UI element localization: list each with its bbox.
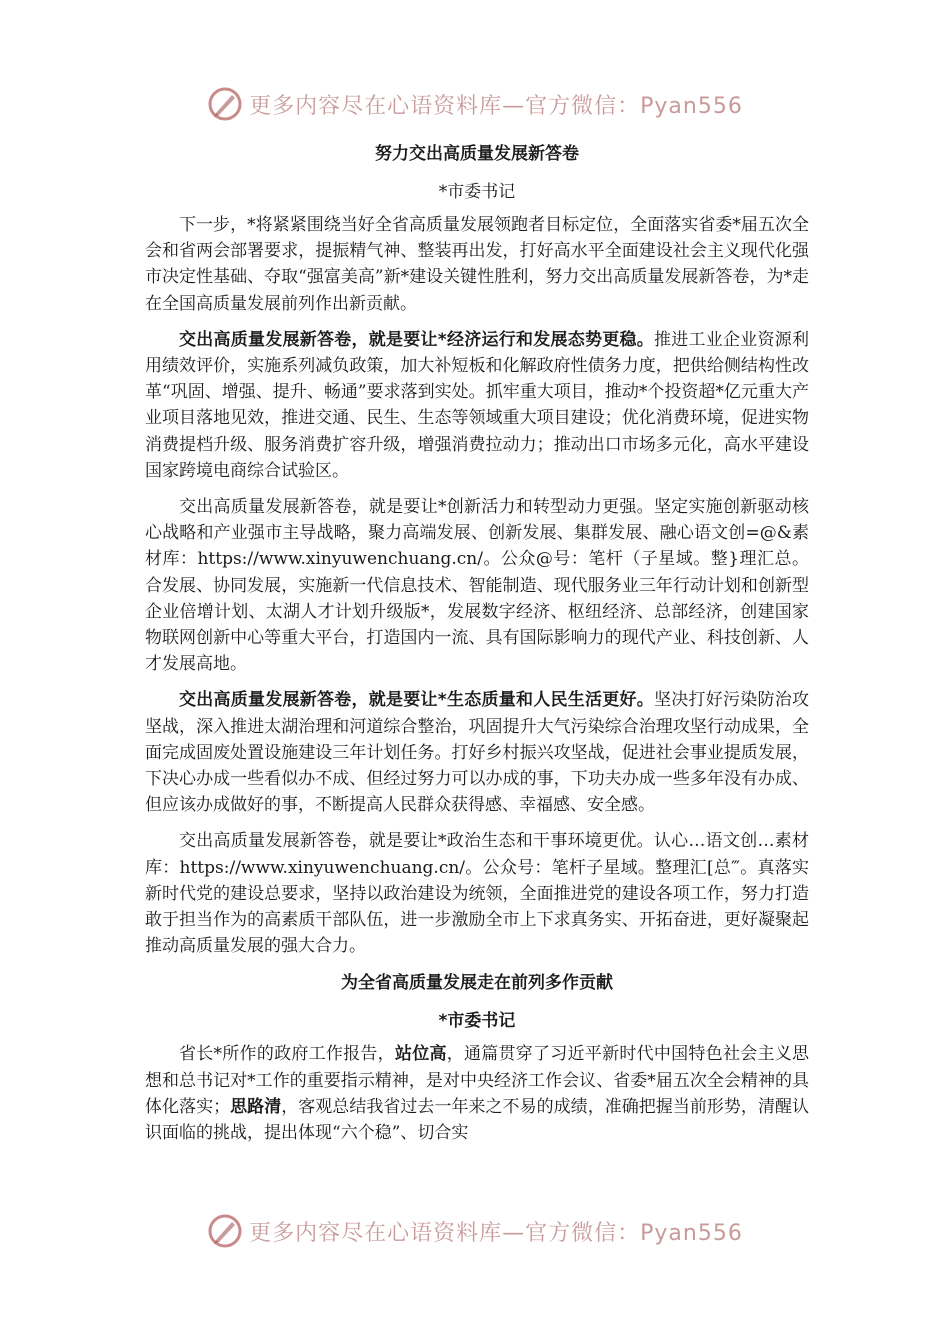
- document-body: [145, 140, 809, 1156]
- paragraph: [145, 327, 809, 484]
- paragraph: 交出高质量发展新答卷，就是要让*创新活力和转型动力更强。坚定实施创新驱动核心战略和产业强市主导战略，聚力高端发展、创新发展、集群发展、融心语文创=@&素材库：https://www.xinyuwenchuang.cn/。公众@号：笔杆（子星域。整}理汇总。合发展、协同发展，实施新一代信息技术、智能制造、现代服务业三年行动计划和创新型企业倍增计划、太湖人才计划升级版*，发展数字经济、枢纽经济、总部经济，创建国家物联网创新中心等重大平台，打造国内一流、具有国际影响力的现代产业、科技创新、人才发展高地。: [145, 497, 809, 675]
- paragraph-text: 省长*所作的政府工作报告，: [179, 1044, 395, 1065]
- watermark-banner-bottom: [0, 1209, 950, 1253]
- paragraph-lead: 交出高质量发展新答卷，就是要让*生态质量和人民生活更好。: [179, 690, 654, 711]
- paragraph: [145, 687, 809, 818]
- watermark-banner-top: [0, 82, 950, 126]
- watermark-text: 更多内容尽在心语资料库—官方微信：Pyan556: [249, 1220, 743, 1246]
- article-byline: *市委书记: [438, 182, 516, 202]
- paragraph-text: 推进工业企业资源利用绩效评价，实施系列减负政策，加大补短板和化解政府性债务力度，把供给侧结构性改革“巩固、增强、提升、畅通”要求落到实处。抓牢重大项目，推动*个投资超*亿元重大产业项目落地见效，推进交通、民生、生态等领域重大项目建设；优化消费环境，促进实物消费提档升级、服务消费扩容升级，增强消费拉动力；推动出口市场多元化，高水平建设国家跨境电商综合试验区。: [145, 329, 810, 481]
- paragraph: 下一步，*将紧紧围绕当好全省高质量发展领跑者目标定位，全面落实省委*届五次全会和省两会部署要求，提振精气神、整装再出发，打好高水平全面建设社会主义现代化强市决定性基础、夺取“强富美高”新*建设关键性胜利，努力交出高质量发展新答卷，为*走在全国高质量发展前列作出新贡献。: [145, 215, 809, 314]
- paragraph-text: 坚决打好污染防治攻坚战，深入推进太湖治理和河道综合整治，巩固提升大气污染综合治理攻坚行动成果，全面完成固废处置设施建设三年计划任务。打好乡村振兴攻坚战，促进社会事业提质发展，下决心办成一些看似办不成、但经过努力可以办成的事，下功夫办成一些多年没有办成、但应该办成做好的事，不断提高人民群众获得感、幸福感、安全感。: [145, 690, 810, 816]
- quill-logo-icon: [207, 1213, 243, 1249]
- article-byline: *市委书记: [438, 1011, 516, 1032]
- paragraph: [145, 1041, 809, 1146]
- article-title: 努力交出高质量发展新答卷: [375, 144, 579, 164]
- article-title: 为全省高质量发展走在前列多作贡献: [341, 973, 613, 994]
- quill-logo-icon: [207, 86, 243, 122]
- paragraph-text: ，通篇贯穿了习近平新时代中国特色社会主义思想和总书记对*工作的重要指示精神，是对中央经济工作会议、省委*届五次全会精神的具体化落实；: [145, 1044, 810, 1117]
- paragraph: 交出高质量发展新答卷，就是要让*政治生态和干事环境更优。认心…语文创…素材库：https://www.xinyuwenchuang.cn/。公众号：笔杆子星域。整理汇[总‴。真落实新时代党的建设总要求，坚持以政治建设为统领，全面推进党的建设各项工作，努力打造敢于担当作为的高素质干部队伍，进一步激励全市上下求真务实、开拓奋进，更好凝聚起推动高质量发展的强大合力。: [145, 831, 809, 957]
- watermark-text: 更多内容尽在心语资料库—官方微信：Pyan556: [249, 93, 743, 119]
- paragraph-emphasis: 思路清: [230, 1096, 282, 1117]
- paragraph-emphasis: 站位高: [394, 1044, 447, 1065]
- paragraph-text: ，客观总结我省过去一年来之不易的成绩，准确把握当前形势，清醒认识面临的挑战，提出体现“六个稳”、切合实: [145, 1096, 810, 1144]
- paragraph-lead: 交出高质量发展新答卷，就是要让*经济运行和发展态势更稳。: [179, 329, 654, 350]
